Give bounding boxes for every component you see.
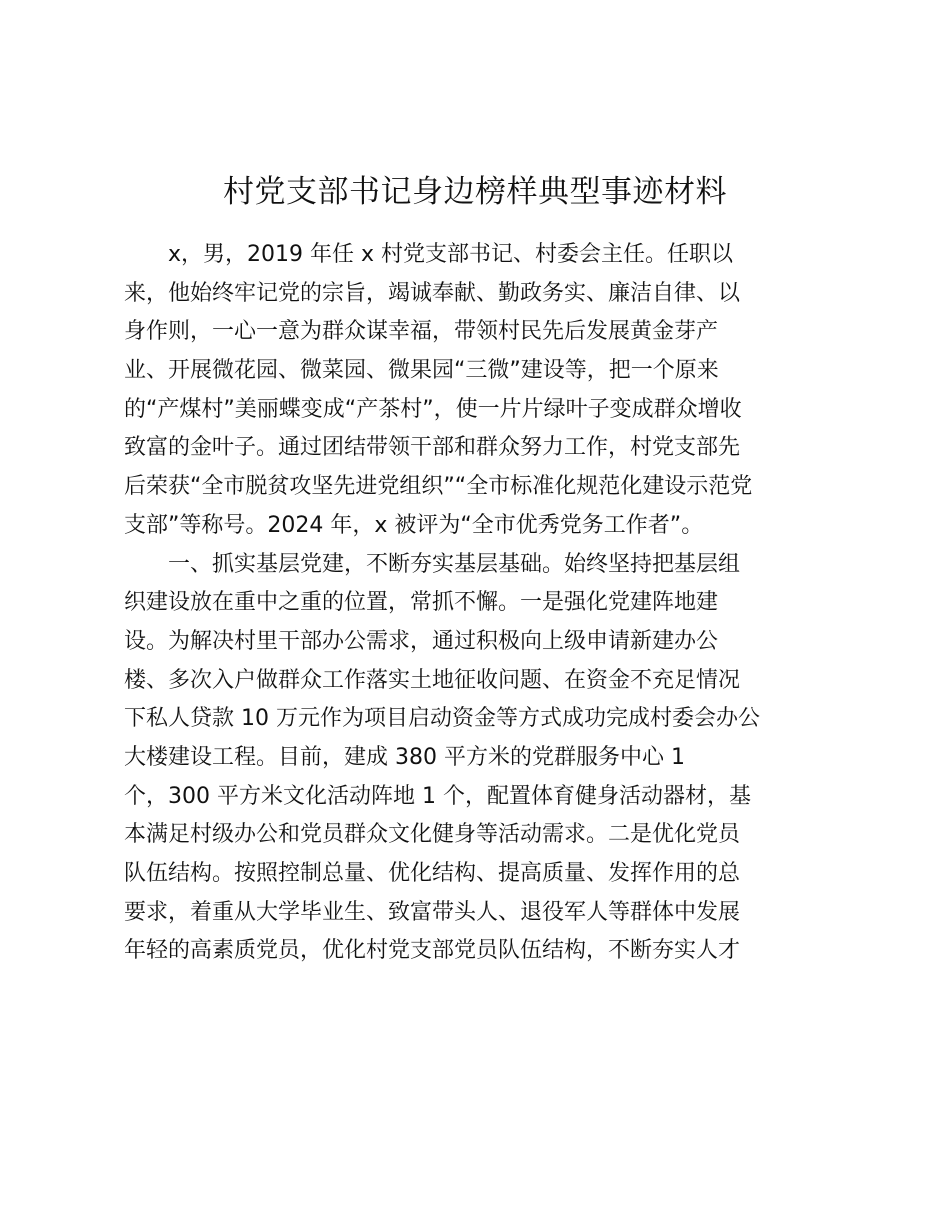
paragraph-line: 支部”等称号。2024 年，x 被评为“全市优秀党务工作者”。 [124, 512, 704, 538]
paragraph-line: 大楼建设工程。目前，建成 380 平方米的党群服务中心 1 [124, 744, 685, 770]
paragraph-line: 致富的金叶子。通过团结带领干部和群众努力工作，村党支部先 [124, 435, 741, 461]
document-body [124, 236, 844, 971]
paragraph-line: 楼、多次入户做群众工作落实土地征收问题、在资金不充足情况 [124, 667, 741, 693]
paragraph-line: 要求，着重从大学毕业生、致富带头人、退役军人等群体中发展 [124, 899, 741, 925]
paragraph-line: 业、开展微花园、微菜园、微果园“三微”建设等，把一个原来 [124, 358, 719, 384]
paragraph-line: 身作则，一心一意为群众谋幸福，带领村民先后发展黄金芽产 [124, 319, 719, 345]
paragraph-line: 设。为解决村里干部办公需求，通过积极向上级申请新建办公 [124, 628, 719, 654]
paragraph-line: x，男，2019 年任 x 村党支部书记、村委会主任。任职以 [168, 242, 734, 267]
document-title: 村党支部书记身边榜样典型事迹材料 [223, 174, 727, 210]
paragraph-line: 年轻的高素质党员，优化村党支部党员队伍结构，不断夯实人才 [124, 938, 741, 964]
paragraph-line: 的“产煤村”美丽蝶变成“产茶村”，使一片片绿叶子变成群众增收 [124, 396, 742, 422]
paragraph-line: 队伍结构。按照控制总量、优化结构、提高质量、发挥作用的总 [124, 861, 741, 886]
paragraph-line: 下私人贷款 10 万元作为项目启动资金等方式成功完成村委会办公 [124, 706, 760, 732]
paragraph-line: 后荣获“全市脱贫攻坚先进党组织”“全市标准化规范化建设示范党 [124, 474, 753, 500]
paragraph-line: 来，他始终牢记党的宗旨，竭诚奉献、勤政务实、廉洁自律、以 [124, 280, 741, 306]
paragraph-line: 本满足村级办公和党员群众文化健身等活动需求。二是优化党员 [124, 822, 741, 848]
paragraph-line: 一、抓实基层党建，不断夯实基层基础。始终坚持把基层组 [168, 551, 741, 577]
paragraph-line: 个，300 平方米文化活动阵地 1 个，配置体育健身活动器材，基 [124, 783, 751, 809]
paragraph-line: 织建设放在重中之重的位置，常抓不懈。一是强化党建阵地建 [124, 590, 719, 616]
